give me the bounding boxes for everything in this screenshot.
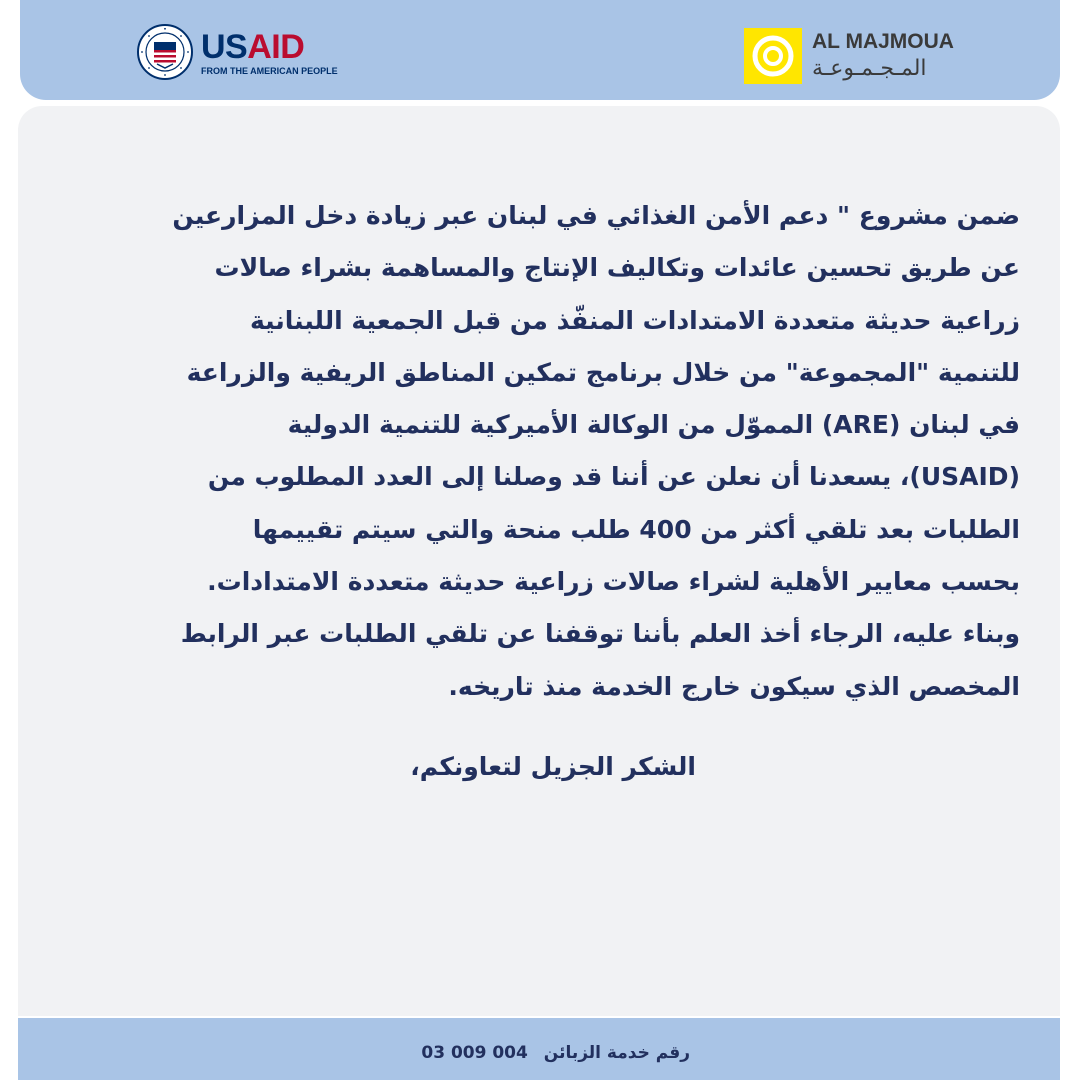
hotline-label: رقم خدمة الزبائن [543, 1043, 690, 1063]
announcement-line: ضمن مشروع " دعم الأمن الغذائي في لبنان عبر زيادة دخل المزارعين [172, 201, 1020, 230]
announcement-line: زراعية حديثة متعددة الامتدادات المنفّذ من قبل الجمعية اللبنانية [249, 305, 1020, 335]
announcement-line: للتنمية "المجموعة" من خلال برنامج تمكين المناطق الريفية والزراعة [186, 357, 1020, 387]
header-band [20, 0, 1060, 100]
usaid-logo [137, 24, 337, 80]
majmoua-latin-name: AL MAJMOUA [812, 30, 954, 53]
announcement-line: الطلبات بعد تلقي أكثر من 400 طلب منحة والتي سيتم تقييمها [252, 514, 1020, 544]
al-majmoua-logo [744, 28, 984, 84]
announcement-line: في لبنان (ARE) المموّل من الوكالة الأميركية للتنمية الدولية [287, 410, 1020, 440]
majmoua-arabic-name: المـجـمـوعـة [812, 56, 927, 81]
usaid-seal-icon [137, 24, 193, 80]
announcement-line: المخصص الذي سيكون خارج الخدمة منذ تاريخه. [448, 671, 1020, 701]
hotline-number[interactable]: 03 009 004 [421, 1043, 528, 1063]
announcement-line: (USAID)، يسعدنا أن نعلن عن أننا قد وصلنا إلى العدد المطلوب من [207, 462, 1020, 492]
announcement-line: وبناء عليه، الرجاء أخذ العلم بأننا توقفنا عن تلقي الطلبات عبر الرابط [180, 619, 1020, 649]
customer-service-hotline [300, 1038, 690, 1068]
announcement-body [58, 190, 1020, 713]
usaid-wordmark: USAID [201, 28, 305, 66]
announcement-line: عن طريق تحسين عائدات وتكاليف الإنتاج والمساهمة بشراء صالات [214, 253, 1020, 283]
majmoua-mark-icon [744, 28, 802, 84]
usaid-tagline: FROM THE AMERICAN PEOPLE [201, 66, 338, 76]
announcement-line: بحسب معايير الأهلية لشراء صالات زراعية حديثة متعددة الامتدادات. [207, 567, 1020, 597]
closing-thanks: الشكر الجزيل لتعاونكم، [410, 752, 696, 781]
